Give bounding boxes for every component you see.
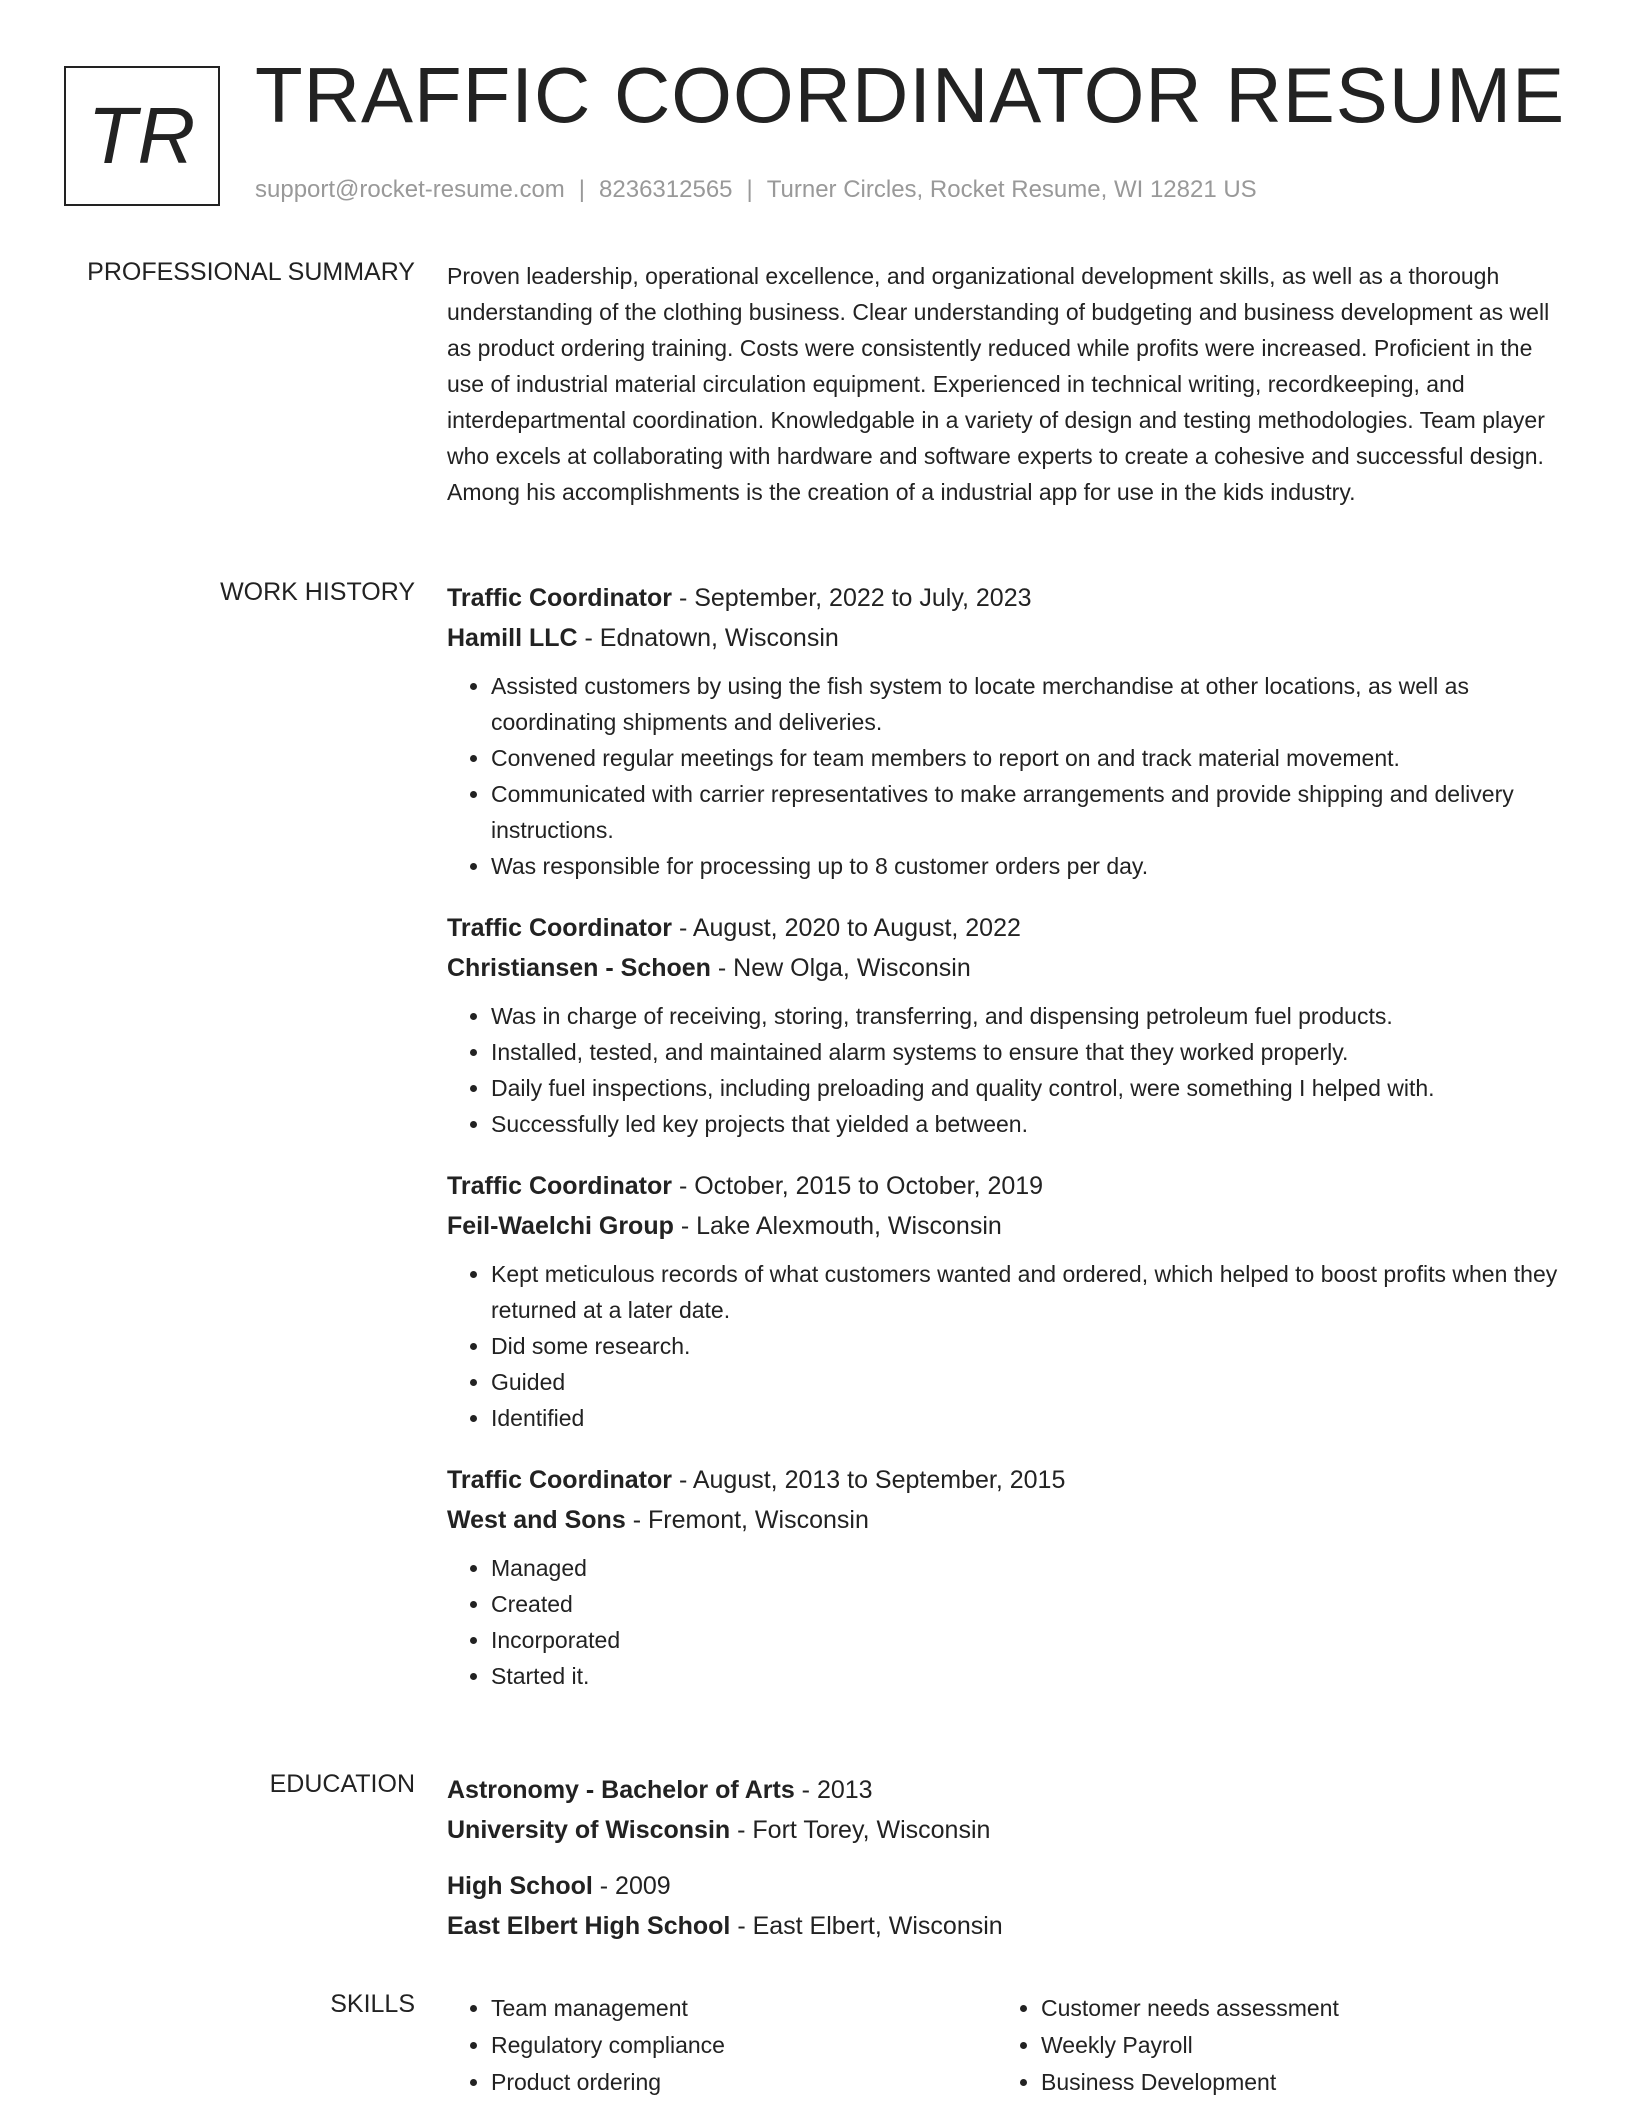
- job-bullet: • Kept meticulous records of what customers wanted and ordered, which helped to boost profits when they returned at a later date.: [491, 1256, 1562, 1328]
- job-bullet: • Communicated with carrier representatives to make arrangements and provide shipping and delivery instructions.: [491, 776, 1562, 848]
- education-school: East Elbert High School: [447, 1912, 731, 1940]
- job-entry: [447, 908, 1562, 1142]
- job-bullet: • Was in charge of receiving, storing, transferring, and dispensing petroleum fuel products.: [491, 998, 1562, 1034]
- education-entry: [447, 1866, 1562, 1946]
- education-degree: High School: [447, 1872, 593, 1900]
- job-company-line: [447, 948, 1562, 988]
- job-bullet: • Identified: [491, 1400, 1562, 1436]
- education-degree-line: [447, 1770, 1562, 1810]
- job-location: - Ednatown, Wisconsin: [577, 624, 839, 652]
- job-bullets: [447, 1256, 1562, 1436]
- job-title: Traffic Coordinator: [447, 1466, 673, 1494]
- section-label-skills: SKILLS: [330, 1990, 415, 2018]
- job-title: Traffic Coordinator: [447, 584, 673, 612]
- section-label-summary: PROFESSIONAL SUMMARY: [87, 258, 415, 286]
- skill-item: • Team management: [491, 1990, 997, 2027]
- section-label-work: WORK HISTORY: [220, 578, 415, 606]
- monogram-logo: TR: [64, 66, 220, 206]
- job-bullet: • Daily fuel inspections, including preloading and quality control, were something I helped with.: [491, 1070, 1562, 1106]
- contact-address: Turner Circles, Rocket Resume, WI 12821 US: [766, 176, 1257, 203]
- skills-column-right: [997, 1990, 1547, 2101]
- job-dates: - October, 2015 to October, 2019: [672, 1172, 1044, 1200]
- job-bullet: • Guided: [491, 1364, 1562, 1400]
- job-entry: [447, 578, 1562, 884]
- contact-line: [255, 176, 1257, 204]
- job-dates: - September, 2022 to July, 2023: [672, 584, 1032, 612]
- job-bullet: • Started it.: [491, 1658, 1562, 1694]
- job-bullet: • Created: [491, 1586, 1562, 1622]
- summary-text: Proven leadership, operational excellence, and organizational development skills, as well as a thorough understanding of the clothing business. Clear understanding of budgeting and business development as well as product ordering training. Costs were consistently reduced while profits were increased. Proficient in the use of industrial material circulation equipment. Experienced in technical writing, recordkeeping, and interdepartmental coordination. Knowledgable in a variety of design and testing methodologies. Team player who excels at collaborating with hardware and software experts to create a cohesive and successful design. Among his accomplishments is the creation of a industrial app for use in the kids industry.: [447, 263, 1550, 505]
- skills-column-left: [447, 1990, 997, 2101]
- summary-body: [447, 258, 1562, 510]
- job-bullet: • Installed, tested, and maintained alarm systems to ensure that they worked properly.: [491, 1034, 1562, 1070]
- education-body: [447, 1770, 1562, 1962]
- separator: |: [578, 176, 586, 203]
- page-title: TRAFFIC COORDINATOR RESUME: [255, 51, 1566, 139]
- job-bullets: [447, 1550, 1562, 1694]
- job-bullet: • Did some research.: [491, 1328, 1562, 1364]
- skill-item: • Regulatory compliance: [491, 2027, 997, 2064]
- job-title-line: [447, 1460, 1562, 1500]
- education-location: - East Elbert, Wisconsin: [730, 1912, 1003, 1940]
- education-year: - 2013: [794, 1776, 873, 1804]
- job-bullets: [447, 998, 1562, 1142]
- job-location: - Lake Alexmouth, Wisconsin: [673, 1212, 1002, 1240]
- skills-columns: [447, 1990, 1562, 2101]
- job-bullet: • Managed: [491, 1550, 1562, 1586]
- job-bullet: • Assisted customers by using the fish system to locate merchandise at other locations, as well as coordinating shipments and deliveries.: [491, 668, 1562, 740]
- skill-item: • Weekly Payroll: [1041, 2027, 1547, 2064]
- education-year: - 2009: [592, 1872, 671, 1900]
- job-title-line: [447, 1166, 1562, 1206]
- job-company: Hamill LLC: [447, 624, 578, 652]
- education-entry: [447, 1770, 1562, 1850]
- skills-body: [447, 1990, 1562, 2101]
- job-title-line: [447, 578, 1562, 618]
- job-dates: - August, 2013 to September, 2015: [672, 1466, 1066, 1494]
- skill-item: • Product ordering: [491, 2064, 997, 2101]
- job-company-line: [447, 1500, 1562, 1540]
- job-company: West and Sons: [447, 1506, 626, 1534]
- job-title: Traffic Coordinator: [447, 1172, 673, 1200]
- job-location: - New Olga, Wisconsin: [710, 954, 971, 982]
- job-company: Feil-Waelchi Group: [447, 1212, 674, 1240]
- job-title: Traffic Coordinator: [447, 914, 673, 942]
- job-title-line: [447, 908, 1562, 948]
- work-body: [447, 578, 1562, 1718]
- job-bullet: • Convened regular meetings for team members to report on and track material movement.: [491, 740, 1562, 776]
- job-entry: [447, 1460, 1562, 1694]
- education-school-line: [447, 1906, 1562, 1946]
- contact-email[interactable]: support@rocket-resume.com: [255, 176, 565, 203]
- job-dates: - August, 2020 to August, 2022: [672, 914, 1021, 942]
- contact-phone[interactable]: 8236312565: [599, 176, 733, 203]
- job-bullets: [447, 668, 1562, 884]
- job-company: Christiansen - Schoen: [447, 954, 711, 982]
- skill-item: • Business Development: [1041, 2064, 1547, 2101]
- education-degree-line: [447, 1866, 1562, 1906]
- job-entry: [447, 1166, 1562, 1436]
- job-location: - Fremont, Wisconsin: [625, 1506, 869, 1534]
- job-bullet: • Incorporated: [491, 1622, 1562, 1658]
- separator: |: [746, 176, 753, 203]
- job-bullet: • Successfully led key projects that yielded a between.: [491, 1106, 1562, 1142]
- education-location: - Fort Torey, Wisconsin: [730, 1816, 991, 1844]
- job-company-line: [447, 618, 1562, 658]
- education-school-line: [447, 1810, 1562, 1850]
- job-company-line: [447, 1206, 1562, 1246]
- education-degree: Astronomy - Bachelor of Arts: [447, 1776, 795, 1804]
- skill-item: • Customer needs assessment: [1041, 1990, 1547, 2027]
- section-label-education: EDUCATION: [269, 1770, 415, 1798]
- job-bullet: • Was responsible for processing up to 8 customer orders per day.: [491, 848, 1562, 884]
- education-school: University of Wisconsin: [447, 1816, 731, 1844]
